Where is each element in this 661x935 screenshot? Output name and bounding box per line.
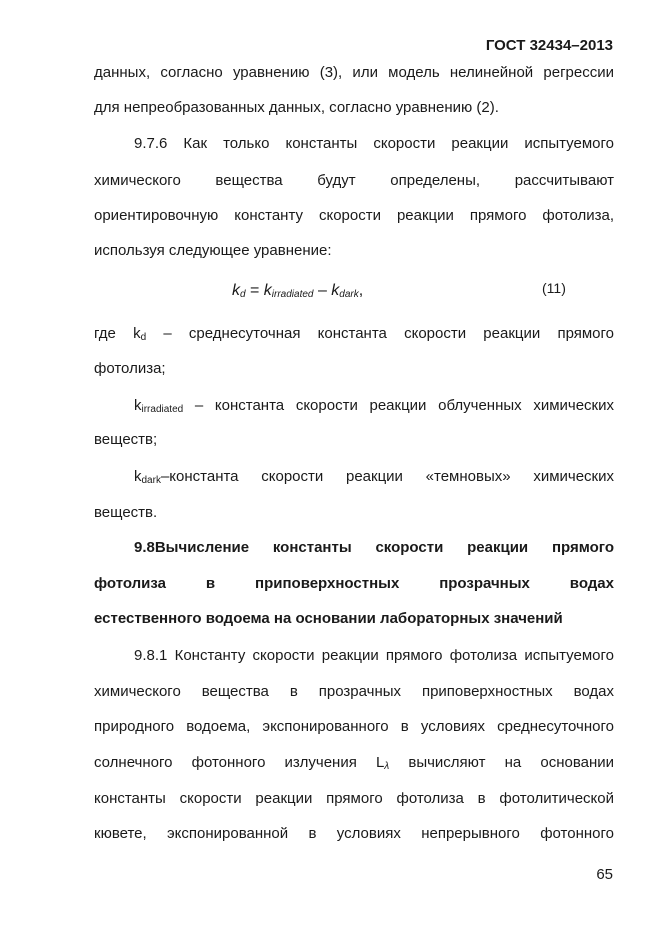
eq-k-var: k <box>331 282 340 299</box>
eq-comma: , <box>358 282 364 299</box>
section-heading-line: естественного водоема на основании лабораторных значений <box>94 610 563 627</box>
eq-k-var: k <box>263 282 272 299</box>
text-line: химического вещества будут определены, рассчитывают <box>94 172 614 189</box>
eq-sub: irradiated <box>271 289 314 300</box>
standard-header: ГОСТ 32434–2013 <box>485 37 613 54</box>
text-subscript: λ <box>384 761 390 772</box>
text-line: для непреобразованных данных, согласно уравнению (2). <box>94 99 499 116</box>
text-line: веществ. <box>94 504 158 521</box>
text-fragment: – константа скорости реакции облученных химических <box>183 397 614 414</box>
eq-sub: d <box>240 289 246 300</box>
text-fragment: –константа скорости реакции «темновых» химических <box>160 468 614 485</box>
page-number: 65 <box>596 866 613 883</box>
text-line <box>134 467 614 491</box>
text-fragment: k <box>134 397 142 414</box>
text-subscript: dark <box>141 475 161 486</box>
equation <box>232 282 363 300</box>
text-line <box>134 396 614 420</box>
section-heading-line: 9.8Вычисление константы скорости реакции прямого <box>134 539 614 556</box>
text-fragment: вычисляют на основании <box>389 754 614 771</box>
section-heading-line: фотолиза в приповерхностных прозрачных водах <box>94 575 614 592</box>
text-line: химического вещества в прозрачных приповерхностных водах <box>94 683 614 700</box>
text-line: фотолиза; <box>94 360 166 377</box>
text-subscript: irradiated <box>141 404 184 415</box>
text-line <box>94 324 614 348</box>
eq-k-var: k <box>232 282 240 299</box>
text-fragment: k <box>134 468 142 485</box>
eq-sub: dark <box>339 289 359 300</box>
text-line: веществ; <box>94 431 158 448</box>
text-fragment: где k <box>94 325 141 342</box>
text-line: кювете, экспонированной в условиях непрерывного фотонного <box>94 825 614 842</box>
eq-equals: = <box>245 282 264 299</box>
text-line: константы скорости реакции прямого фотолиза в фотолитической <box>94 790 614 807</box>
text-fragment: солнечного фотонного излучения L <box>94 754 385 771</box>
text-line: 9.7.6 Как только константы скорости реакции испытуемого <box>134 135 614 152</box>
equation-number: (11) <box>542 280 566 296</box>
text-line: используя следующее уравнение: <box>94 242 332 259</box>
text-line <box>94 753 614 777</box>
text-line: ориентировочную константу скорости реакции прямого фотолиза, <box>94 207 614 224</box>
text-line: 9.8.1 Константу скорости реакции прямого фотолиза испытуемого <box>134 647 614 664</box>
text-subscript: d <box>140 332 147 343</box>
text-line: природного водоема, экспонированного в условиях среднесуточного <box>94 718 614 735</box>
text-line: данных, согласно уравнению (3), или модель нелинейной регрессии <box>94 64 614 81</box>
text-fragment: – среднесуточная константа скорости реакции прямого <box>146 325 615 342</box>
eq-minus: – <box>313 282 332 299</box>
